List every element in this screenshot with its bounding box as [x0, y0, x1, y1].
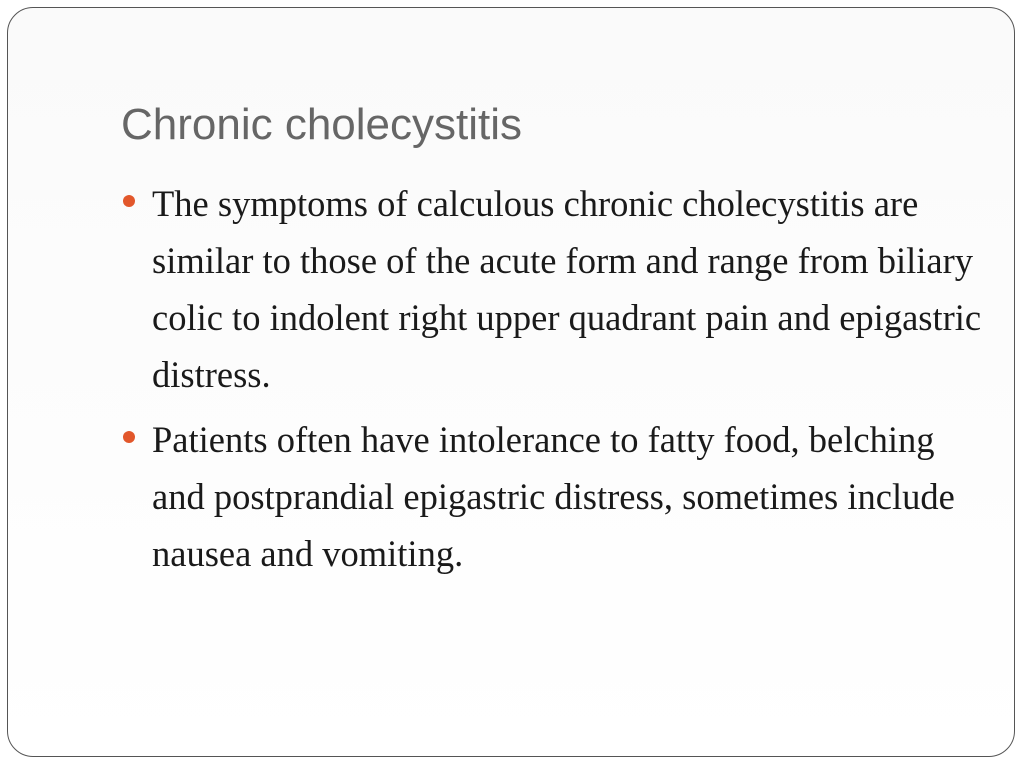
- bullet-dot-icon: [123, 195, 135, 207]
- bullet-text: Patients often have intolerance to fatty food, belching and postprandial epigastric distress, sometimes include nausea and vomiting.: [152, 419, 955, 574]
- bullet-item: [123, 411, 983, 582]
- slide-frame: [7, 7, 1015, 757]
- bullet-list: [123, 175, 983, 590]
- bullet-item: [123, 175, 983, 403]
- bullet-text: The symptoms of calculous chronic cholecystitis are similar to those of the acute form and range from biliary colic to indolent right upper quadrant pain and epigastric distress.: [152, 183, 982, 395]
- bullet-dot-icon: [123, 431, 135, 443]
- slide-title: Chronic cholecystitis: [121, 100, 523, 149]
